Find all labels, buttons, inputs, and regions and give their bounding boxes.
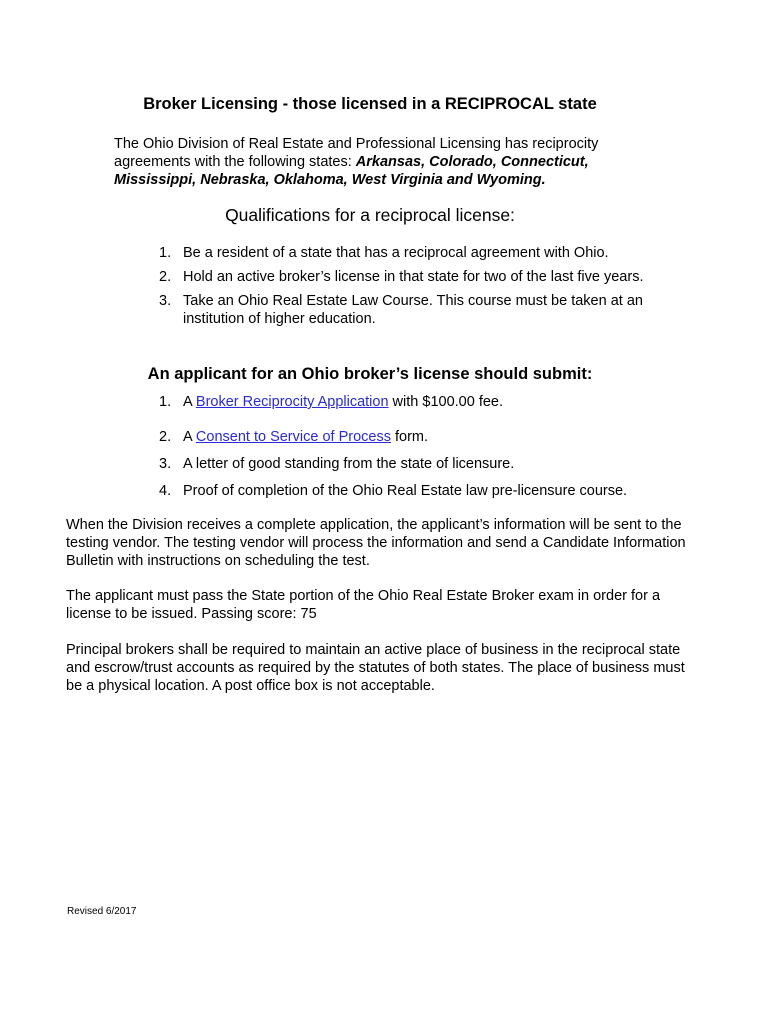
list-number: 1. [159,245,172,261]
intro-text: The Ohio Division of Real Estate and Professional Licensing has reciprocity agreements with the following states: [114,136,599,170]
list-number: 1. [159,394,172,410]
intro-paragraph [114,135,654,189]
list-item [159,268,659,286]
qualifications-heading: Qualifications for a reciprocal license: [225,205,515,225]
list-number: 3. [159,456,172,472]
consent-to-service-of-process-link[interactable]: Consent to Service of Process [195,429,391,445]
exam-requirement-paragraph: The applicant must pass the State portion of the Ohio Real Estate Broker exam in order for a license to be issued. Passing score: 75 [66,588,661,622]
list-item [159,244,659,262]
list-item-text: A letter of good standing from the state of licensure. [183,456,515,472]
list-item [159,393,679,411]
list-item [159,455,679,473]
list-item-text: Hold an active broker’s license in that state for two of the last five years. [183,269,644,285]
list-item-prefix: A [183,429,196,445]
qualifications-list [159,244,659,328]
list-item [159,482,679,500]
list-number: 2. [159,429,172,445]
testing-vendor-paragraph: When the Division receives a complete application, the applicant’s information will be sent to the testing vendor. The testing vendor will process the information and send a Candidate Information Bulletin with instructions on scheduling the test. [66,517,686,569]
list-item [159,292,659,328]
list-item [159,428,679,446]
list-item-suffix: form. [390,429,429,445]
list-number: 4. [159,483,172,499]
place-of-business-paragraph: Principal brokers shall be required to maintain an active place of business in the reciprocal state and escrow/trust accounts as required by the statutes of both states. The place of business must be a physical location. A post office box is not acceptable. [66,642,685,694]
submit-list [159,393,679,500]
list-item-text: Take an Ohio Real Estate Law Course. This course must be taken at an institution of higher education. [183,293,643,327]
list-item-text: Proof of completion of the Ohio Real Estate law pre-licensure course. [183,483,628,499]
page-title: Broker Licensing - those licensed in a RECIPROCAL state [143,95,597,113]
list-number: 3. [159,293,172,309]
list-number: 2. [159,269,172,285]
reciprocal-states-list: Arkansas, Colorado, Connecticut, Mississippi, Nebraska, Oklahoma, West Virginia and Wyoming. [114,154,589,188]
revised-date: Revised 6/2017 [67,906,137,917]
list-item-suffix: with $100.00 fee. [388,394,504,410]
list-item-prefix: A [183,394,196,410]
broker-reciprocity-application-link[interactable]: Broker Reciprocity Application [195,394,389,410]
submit-heading: An applicant for an Ohio broker’s license should submit: [147,365,593,383]
list-item-text: Be a resident of a state that has a reciprocal agreement with Ohio. [183,245,609,261]
